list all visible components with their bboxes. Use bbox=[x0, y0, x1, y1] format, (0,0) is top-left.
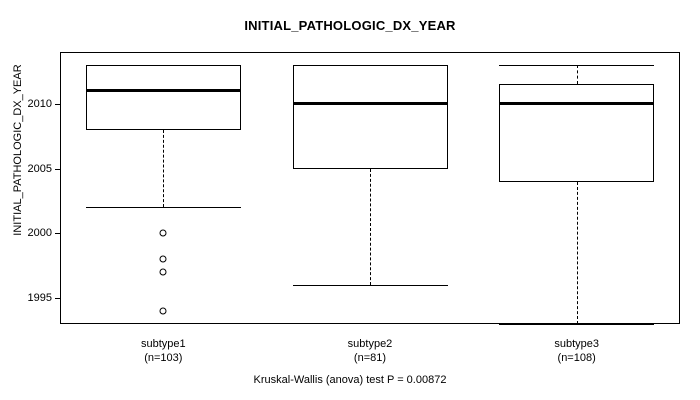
y-axis-tick-label: 2010 bbox=[27, 97, 52, 110]
statistical-test-annotation: Kruskal-Wallis (anova) test P = 0.00872 bbox=[253, 374, 447, 386]
whisker-upper bbox=[577, 65, 578, 84]
x-axis-tick-count-label: (n=81) bbox=[353, 352, 387, 364]
x-axis-tick-label: subtype2 bbox=[347, 338, 393, 350]
page-title: INITIAL_PATHOLOGIC_DX_YEAR bbox=[244, 18, 456, 33]
y-axis-label: INITIAL_PATHOLOGIC_DX_YEAR bbox=[12, 64, 24, 236]
whisker-cap-lower bbox=[499, 324, 654, 325]
median-line bbox=[499, 102, 654, 105]
x-axis-tick-label: subtype3 bbox=[554, 338, 599, 350]
whisker-lower bbox=[577, 182, 578, 324]
x-axis-tick-count-label: (n=103) bbox=[144, 352, 183, 364]
whisker-cap-upper bbox=[499, 65, 654, 66]
y-axis-tick-label: 2005 bbox=[27, 162, 52, 175]
box-iqr bbox=[499, 84, 654, 181]
x-axis-tick-label: subtype1 bbox=[141, 338, 186, 350]
x-axis-tick-count-label: (n=108) bbox=[557, 352, 596, 364]
y-axis-tick-label: 1995 bbox=[27, 292, 52, 305]
y-axis-tick-label: 2000 bbox=[27, 227, 52, 240]
